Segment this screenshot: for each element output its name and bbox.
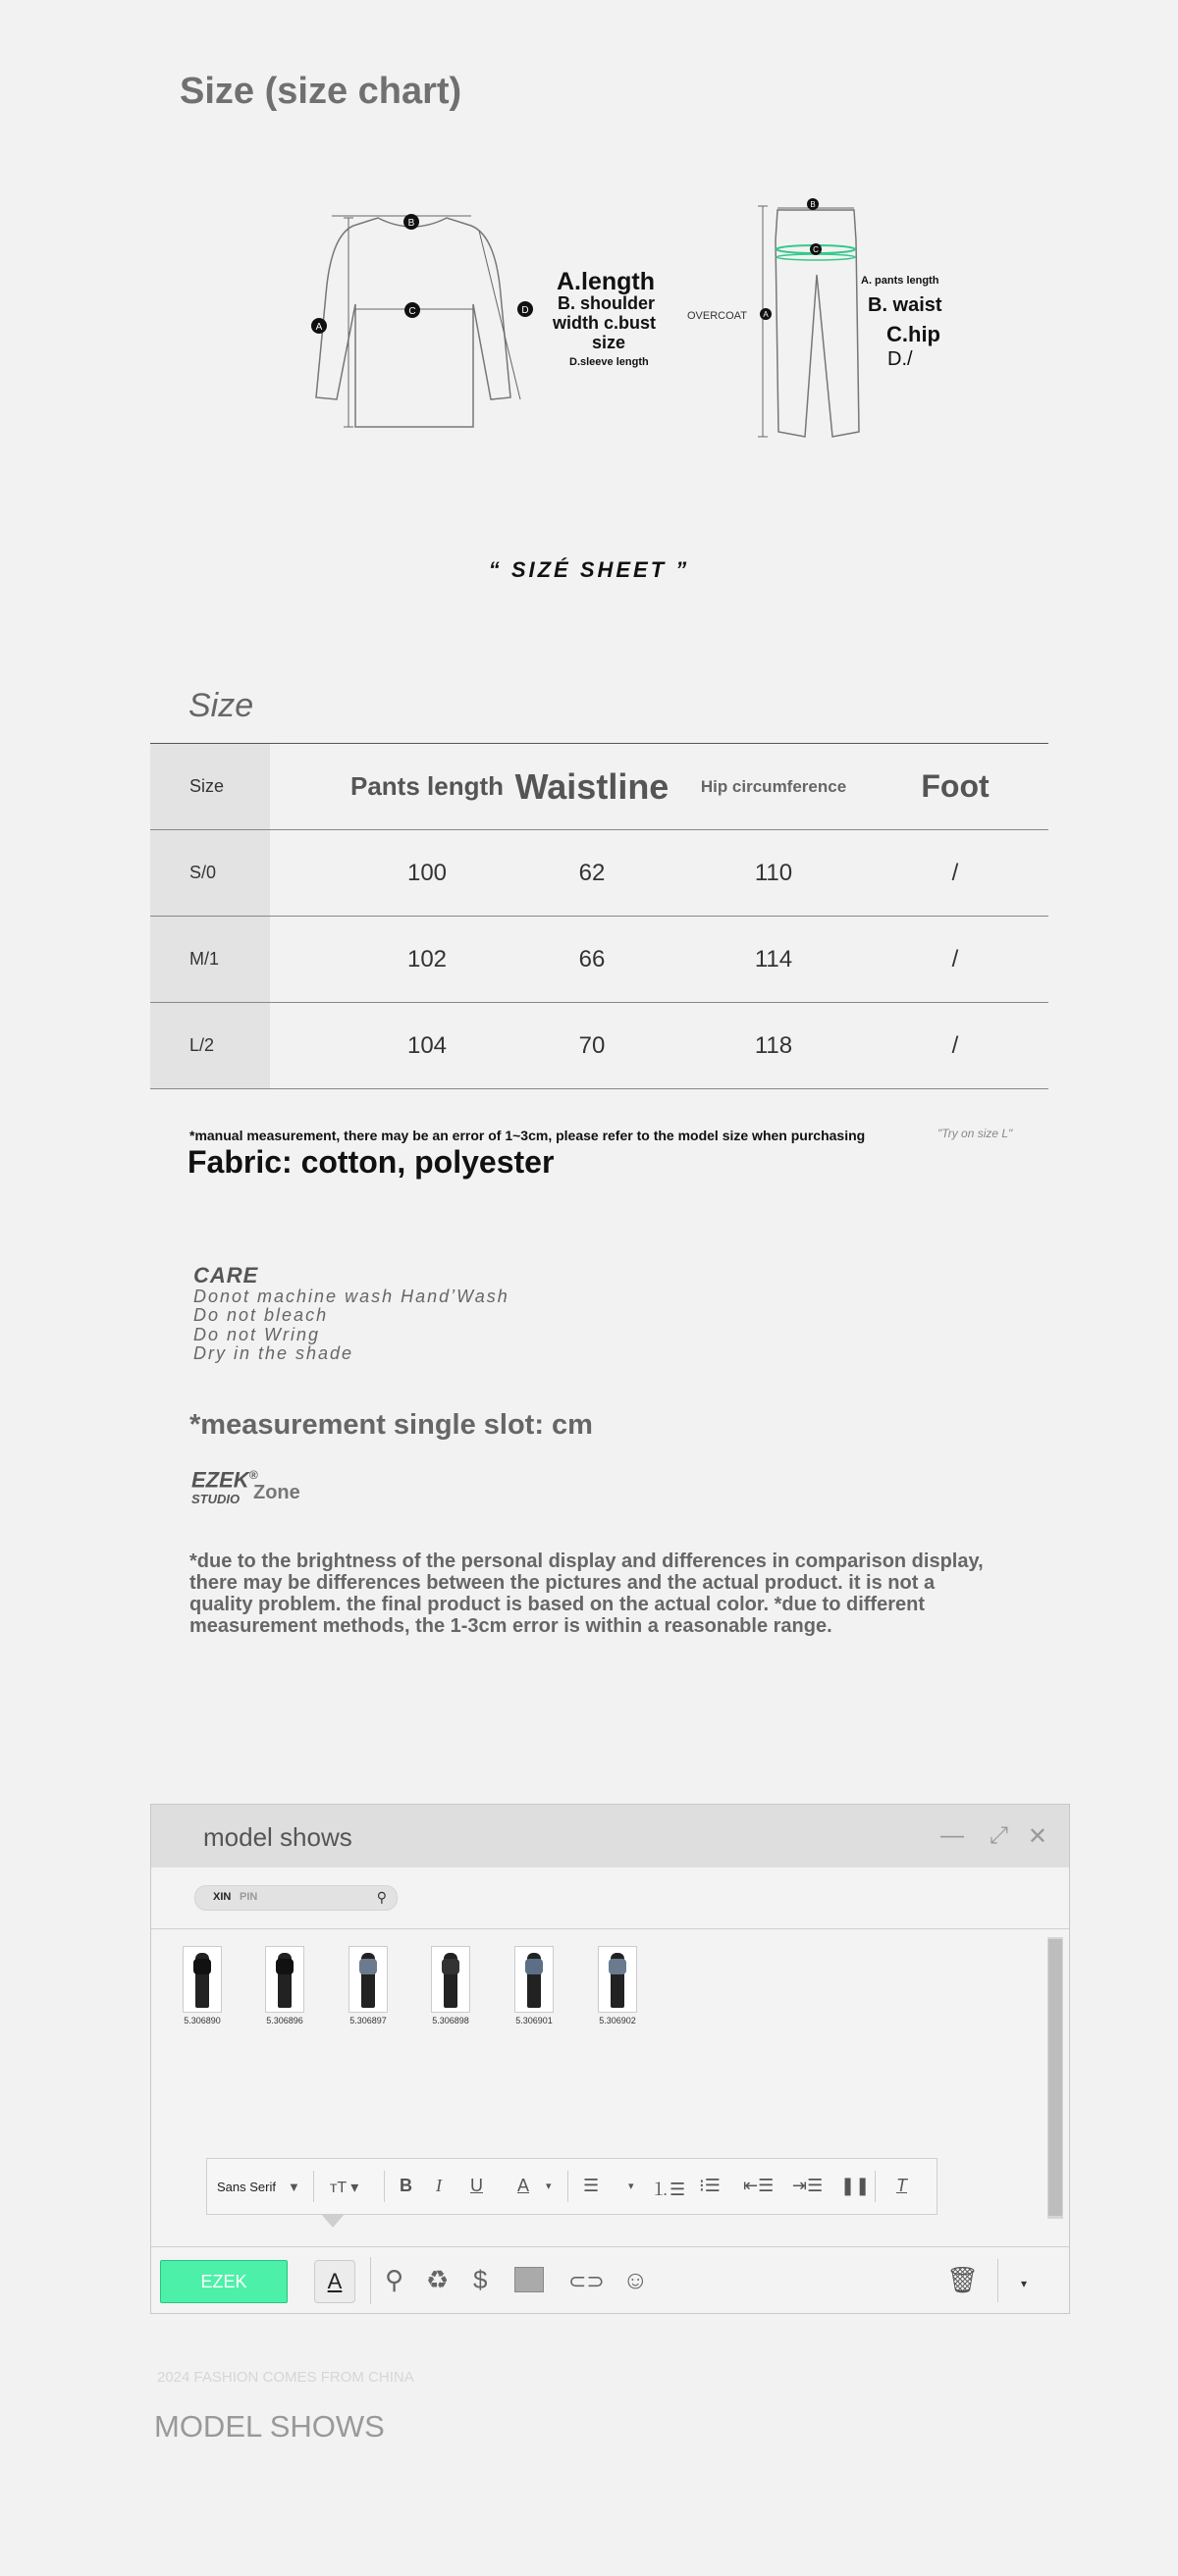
- chevron-down-icon[interactable]: ▾: [1021, 2277, 1028, 2290]
- header-foot: Foot: [921, 768, 990, 804]
- disclaimer: *due to the brightness of the personal display and differences in comparison display, there may be differences between the pictures and the actual product. it is not a quality problem. the final product is based on the actual color. *due to different measurement methods, the 1-3cm error is within a reasonable range.: [189, 1551, 984, 1637]
- svg-text:B: B: [407, 218, 415, 229]
- minimize-icon[interactable]: —: [940, 1822, 964, 1849]
- formatting-toolbar: [206, 2158, 937, 2215]
- outdent-icon[interactable]: ⇤☰: [743, 2176, 775, 2195]
- svg-text:A: A: [315, 322, 323, 333]
- model-photo: [431, 1946, 470, 2013]
- window-titlebar: [151, 1805, 1069, 1867]
- model-thumbnail[interactable]: [183, 1946, 222, 2025]
- model-photo: [183, 1946, 222, 2013]
- table-header-row: [150, 743, 1048, 830]
- label-size: size: [592, 333, 626, 352]
- label-waist: B. waist: [868, 294, 942, 316]
- cell-pants-length: 102: [406, 945, 448, 973]
- care-line: Donot machine wash Hand’Wash: [193, 1287, 509, 1306]
- care-heading: CARE: [193, 1263, 259, 1288]
- size-table: [150, 743, 1048, 1089]
- model-photo: [265, 1946, 304, 2013]
- cell-waistline: 66: [578, 945, 606, 973]
- care-line: Do not Wring: [193, 1325, 321, 1344]
- svg-text:C: C: [813, 245, 819, 254]
- cell-waistline: 70: [578, 1031, 606, 1059]
- cell-hip: 114: [754, 945, 793, 973]
- label-d-sleeve: D.sleeve length: [569, 356, 649, 368]
- care-line: Dry in the shade: [193, 1343, 354, 1363]
- table-row: [150, 917, 1048, 1003]
- close-icon[interactable]: ✕: [1027, 1823, 1047, 1850]
- attachment-icon[interactable]: ⚲: [385, 2265, 404, 2294]
- model-thumbnail[interactable]: [265, 1946, 304, 2025]
- italic-icon[interactable]: I: [436, 2176, 442, 2195]
- chevron-down-icon[interactable]: ▼: [288, 2180, 300, 2194]
- indent-icon[interactable]: ⇥☰: [792, 2176, 824, 2195]
- search-text-part2: PIN: [240, 1891, 258, 1903]
- text-color-icon[interactable]: A: [517, 2176, 530, 2195]
- send-button[interactable]: EZEK: [160, 2260, 288, 2303]
- brand-reg: ®: [248, 1468, 258, 1482]
- brand-sub: STUDIO: [191, 1492, 241, 1507]
- footer-tagline: 2024 FASHION COMES FROM CHINA: [157, 2369, 414, 2386]
- label-hip: C.hip: [886, 322, 940, 346]
- size-sheet-title: “ SIZÉ SHEET ”: [488, 557, 690, 582]
- ordered-list-icon[interactable]: ⒈☰: [652, 2180, 686, 2199]
- model-thumbnail[interactable]: [514, 1946, 554, 2025]
- window-title: model shows: [203, 1822, 352, 1852]
- label-d: D./: [887, 348, 913, 370]
- font-size-icon[interactable]: тT ▾: [330, 2180, 359, 2196]
- image-icon[interactable]: [514, 2267, 544, 2292]
- cell-foot: /: [951, 859, 959, 886]
- thumbnail-caption: 5.306890: [184, 2016, 221, 2025]
- underline-icon[interactable]: U: [470, 2176, 483, 2195]
- svg-text:A: A: [763, 310, 769, 319]
- cell-waistline: 62: [578, 859, 606, 886]
- align-icon[interactable]: ☰: [583, 2176, 600, 2195]
- text-format-icon[interactable]: A: [314, 2260, 355, 2303]
- thumbnail-caption: 5.306901: [515, 2016, 553, 2025]
- cell-foot: /: [951, 945, 959, 973]
- toolbar-pointer: [321, 2214, 345, 2228]
- label-a-length: A.length: [557, 268, 655, 295]
- dollar-icon[interactable]: $: [473, 2265, 488, 2294]
- header-size: Size: [189, 776, 225, 796]
- search-text-part1: XIN: [213, 1891, 232, 1903]
- thumbnail-caption: 5.306898: [432, 2016, 469, 2025]
- page-title: Size (size chart): [180, 71, 462, 112]
- model-photo: [598, 1946, 637, 2013]
- chevron-down-icon[interactable]: ▾: [628, 2181, 634, 2192]
- try-on-note: "Try on size L": [937, 1127, 1013, 1140]
- divider: [997, 2259, 998, 2302]
- cell-pants-length: 104: [406, 1031, 448, 1059]
- emoji-icon[interactable]: ☺: [622, 2265, 649, 2294]
- divider: [370, 2257, 371, 2304]
- bold-icon[interactable]: B: [400, 2176, 412, 2195]
- thumbnail-caption: 5.306897: [349, 2016, 387, 2025]
- header-hip: Hip circumference: [700, 776, 847, 796]
- measurement-unit: *measurement single slot: cm: [189, 1409, 593, 1441]
- model-thumbnail[interactable]: [598, 1946, 637, 2025]
- care-line: Do not bleach: [193, 1305, 329, 1325]
- cell-foot: /: [951, 1031, 959, 1059]
- measurement-note: *manual measurement, there may be an error of 1~3cm, please refer to the model size when purchasing: [189, 1128, 866, 1143]
- bottom-toolbar: [151, 2246, 1069, 2316]
- search-bar: [151, 1867, 1069, 1929]
- cell-size: S/0: [189, 863, 217, 882]
- thumbnail-caption: 5.306902: [599, 2016, 636, 2025]
- svg-text:C: C: [408, 306, 416, 317]
- trash-icon[interactable]: 🗑: [946, 2265, 980, 2294]
- model-photo: [514, 1946, 554, 2013]
- recycle-icon[interactable]: ♻: [426, 2265, 450, 2294]
- size-heading: Size: [188, 687, 254, 724]
- table-row: [150, 1003, 1048, 1089]
- cell-size: L/2: [189, 1035, 215, 1055]
- model-thumbnail[interactable]: [431, 1946, 470, 2025]
- header-waistline: Waistline: [514, 765, 669, 807]
- model-shows-window: [150, 1804, 1070, 2314]
- bullet-list-icon[interactable]: ⁝☰: [699, 2176, 721, 2195]
- search-input[interactable]: [194, 1885, 398, 1911]
- cell-size: M/1: [189, 949, 220, 969]
- link-icon[interactable]: ⊂⊃: [568, 2269, 605, 2293]
- chevron-down-icon[interactable]: ▾: [546, 2181, 552, 2192]
- brand-logo: [191, 1465, 258, 1509]
- cell-pants-length: 100: [406, 859, 448, 886]
- model-thumbnail[interactable]: [348, 1946, 388, 2025]
- cell-hip: 118: [754, 1031, 793, 1059]
- label-c-bust: width c.bust: [553, 313, 656, 333]
- label-overcoat: OVERCOAT: [687, 310, 747, 322]
- brand-name: EZEK: [191, 1467, 249, 1493]
- fabric-info: Fabric: cotton, polyester: [187, 1144, 555, 1180]
- font-family-select[interactable]: Sans Serif: [217, 2180, 276, 2194]
- footer-title: MODEL SHOWS: [154, 2409, 385, 2444]
- model-photo: [348, 1946, 388, 2013]
- table-row: [150, 830, 1048, 917]
- size-diagram: [275, 196, 962, 451]
- cell-hip: 110: [754, 859, 793, 886]
- brand-zone: Zone: [253, 1482, 300, 1503]
- scrollbar-thumb[interactable]: [1048, 1939, 1062, 2216]
- clear-format-icon[interactable]: T: [896, 2176, 907, 2195]
- search-icon[interactable]: ⚲: [376, 1889, 387, 1905]
- label-pants-length: A. pants length: [861, 275, 939, 287]
- svg-text:D: D: [521, 305, 529, 316]
- svg-text:B: B: [810, 200, 816, 209]
- quote-icon[interactable]: ❚❚: [840, 2176, 871, 2195]
- header-pants-length: Pants length: [349, 771, 504, 801]
- thumbnail-caption: 5.306896: [266, 2016, 303, 2025]
- label-b-shoulder: B. shoulder: [558, 293, 656, 313]
- maximize-icon[interactable]: ⤢: [989, 1822, 1008, 1849]
